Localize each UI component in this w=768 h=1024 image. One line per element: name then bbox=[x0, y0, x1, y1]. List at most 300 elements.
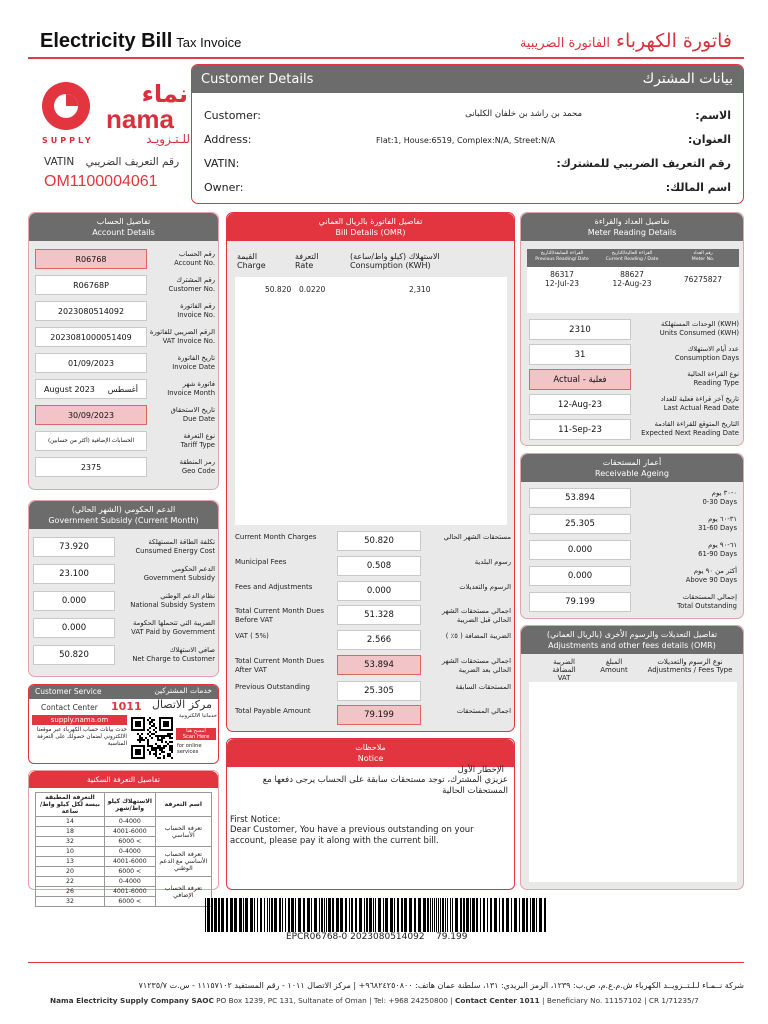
page-title bbox=[40, 30, 241, 53]
account-label-ar: فاتورة شهر bbox=[182, 380, 215, 388]
subsidy-field-value: 50.820 bbox=[59, 650, 89, 660]
bill-details-header bbox=[227, 213, 514, 241]
tariff-consumption-cell: 4001-6000 bbox=[104, 887, 155, 897]
tariff-consumption-cell: 6000 < bbox=[104, 837, 155, 847]
contact-center-number[interactable]: 1011 bbox=[111, 700, 142, 713]
account-label-ar: الرقم الضريبي للفاتورة bbox=[149, 328, 215, 336]
ageing-field bbox=[529, 488, 631, 508]
customer-service-panel bbox=[28, 684, 219, 764]
line-consumption: 2,310 bbox=[409, 285, 431, 294]
subsidy-label-en: National Subsidy System bbox=[130, 600, 215, 609]
adjust-col-amount-en: Amount bbox=[600, 666, 628, 674]
bill-title-ar: تفاصيل الفاتورة بالريال العماني bbox=[318, 217, 423, 226]
nama-logo bbox=[40, 80, 190, 155]
meter-number: 76275827 bbox=[683, 275, 723, 284]
scan-here-badge bbox=[176, 728, 216, 740]
account-title-en: Account Details bbox=[92, 228, 155, 237]
customer-label-ar: الاسم: bbox=[695, 109, 731, 122]
ageing-field-value: 53.894 bbox=[565, 493, 595, 503]
header-rule bbox=[28, 57, 744, 59]
account-field bbox=[35, 379, 147, 399]
brand-name-ar: نماء bbox=[141, 80, 188, 108]
bill-row-label-ar: اجمالي مستحقات الشهر الحالي قبل الضريبة bbox=[441, 607, 511, 624]
subsidy-field bbox=[33, 618, 115, 638]
account-field bbox=[35, 405, 147, 425]
ageing-label-ar: ٦١-٩٠ يوم bbox=[708, 541, 737, 549]
tariff-head-cell: التعرفة المطبقة بيسة لكل كيلو واط/ساعة bbox=[36, 793, 105, 817]
tariff-table-wrap bbox=[29, 788, 218, 911]
line-charge: 50.820 bbox=[265, 285, 292, 294]
meter-field bbox=[529, 369, 631, 390]
curr-reading bbox=[599, 270, 665, 288]
nama-logo-icon bbox=[40, 80, 92, 132]
account-field-label bbox=[149, 380, 215, 397]
adjust-col-type-ar: نوع الرسوم والتعديلات bbox=[657, 658, 723, 666]
ageing-label-en: Total Outstanding bbox=[677, 601, 737, 610]
bill-value: 53.894 bbox=[364, 660, 394, 670]
bill-title-en: Bill Details (OMR) bbox=[335, 228, 406, 237]
meter-field-label bbox=[633, 420, 739, 437]
ageing-title-en: Receivable Ageing bbox=[595, 469, 669, 478]
customer-title-en: Customer Details bbox=[201, 72, 314, 87]
meter-field-value: 12-Aug-23 bbox=[557, 399, 603, 410]
ageing-header bbox=[521, 454, 743, 482]
meter-head-curr-en: Current Reading / Date bbox=[605, 257, 659, 262]
bill-row-label-en: Total Current Month Dues After VAT bbox=[235, 657, 325, 674]
service-note-ar: حدث بيانات حساب الكهرباء عبر موقعنا الالكتروني لضمان حصولك على التعرفة المناسبة bbox=[36, 727, 127, 747]
owner-label-en: Owner: bbox=[204, 181, 244, 194]
tariff-consumption-cell: 6000 < bbox=[104, 897, 155, 907]
account-label-en: Customer No. bbox=[168, 284, 215, 293]
bill-row-value bbox=[337, 605, 421, 625]
bill-value: 25.305 bbox=[364, 686, 394, 696]
tariff-table bbox=[35, 792, 212, 907]
tariff-rate-cell: 18 bbox=[36, 827, 105, 837]
barcode-icon bbox=[205, 898, 548, 932]
online-services-ar: خدماتنا الالكترونية bbox=[178, 713, 217, 719]
adjust-col-vat-ar: الضريبة المضافة bbox=[552, 658, 576, 674]
customer-details-header bbox=[192, 65, 743, 93]
account-field-label bbox=[149, 432, 215, 449]
tariff-row bbox=[36, 847, 212, 857]
ageing-label-en: Above 90 Days bbox=[685, 575, 737, 584]
adjust-col-type-en: Adjustments / Fees Type bbox=[647, 666, 733, 674]
meter-head-prev bbox=[529, 251, 595, 263]
bill-row-value bbox=[337, 581, 421, 601]
account-label-ar: رقم المشترك bbox=[176, 276, 215, 284]
adjustments-header bbox=[521, 626, 743, 654]
subsidy-title-ar: الدعم الحكومي (الشهر الحالي) bbox=[71, 505, 176, 514]
prev-reading bbox=[529, 270, 595, 288]
bill-value: 0.508 bbox=[366, 561, 392, 571]
meter-head-prev-en: Previous Reading/ Date bbox=[535, 257, 589, 262]
account-field bbox=[35, 275, 147, 295]
bill-row-label-en: Municipal Fees bbox=[235, 558, 287, 566]
brand-name-en: nama bbox=[106, 104, 174, 134]
tariff-rate-cell: 20 bbox=[36, 867, 105, 877]
customer-name-value: محمد بن راشد بن خلفان الكلبانى bbox=[465, 109, 582, 119]
page-title-ar bbox=[520, 30, 732, 52]
bill-value: 0.000 bbox=[366, 586, 392, 596]
ageing-label-en: 61-90 Days bbox=[698, 549, 737, 558]
tariff-rate-cell: 32 bbox=[36, 837, 105, 847]
customer-title-ar: بيانات المشترك bbox=[642, 71, 733, 87]
subsidy-label-ar: صافي الاستهلاك bbox=[169, 646, 215, 654]
tariff-head-cell: الاستهلاك كيلو واط/شهر bbox=[104, 793, 155, 817]
address-value: Flat:1, House:6519, Complex:N/A, Street:N/A bbox=[376, 136, 556, 145]
ageing-field bbox=[529, 514, 631, 534]
subsidy-field-label bbox=[119, 592, 215, 609]
col-consumption-en: Consumption (KWH) bbox=[350, 260, 431, 270]
service-title-en: Customer Service bbox=[35, 687, 102, 696]
notice-title-en: Notice bbox=[357, 754, 384, 763]
account-field-label bbox=[149, 458, 215, 475]
meter-label-en: Last Actual Read Date bbox=[663, 403, 739, 412]
account-label-en: Due Date bbox=[182, 414, 215, 423]
account-field-value: الحسابات الإضافية (أكثر من حسابين) bbox=[47, 438, 135, 444]
bill-row-label-en: Total Payable Amount bbox=[235, 707, 311, 715]
subsidy-panel bbox=[28, 500, 219, 677]
tariff-title: تفاصيل التعرفة السكنية bbox=[29, 771, 218, 788]
account-field bbox=[35, 353, 147, 373]
ageing-label-en: 0-30 Days bbox=[702, 497, 737, 506]
account-label-en: Invoice No. bbox=[177, 310, 215, 319]
ageing-title-ar: أعمار المستحقات bbox=[602, 458, 662, 467]
meter-label-ar: عدد أيام الاستهلاك bbox=[687, 345, 739, 353]
notice-first-ar: الإخطار الأول bbox=[457, 765, 504, 775]
meter-field bbox=[529, 394, 631, 415]
subsidy-field bbox=[33, 591, 115, 611]
bill-row-label-en: Previous Outstanding bbox=[235, 683, 310, 691]
account-field-value: R06768 bbox=[75, 254, 107, 264]
subsidy-field-value: 73.920 bbox=[59, 542, 89, 552]
bill-row-label-en: VAT ( 5%) bbox=[235, 632, 269, 640]
bill-value: 2.566 bbox=[366, 635, 392, 645]
notice-title-ar: ملاحظات bbox=[355, 743, 386, 752]
vatin-value: OM1100004061 bbox=[44, 173, 158, 190]
bill-row-label-en: Total Current Month Dues Before VAT bbox=[235, 607, 325, 624]
account-label-en: Geo Code bbox=[181, 466, 215, 475]
subsidy-title-en: Government Subsidy (Current Month) bbox=[48, 516, 199, 525]
adjust-title-en: Adjustments and other fees details (OMR) bbox=[548, 641, 716, 650]
vatin-label-ar: رقم التعريف الضريبي bbox=[85, 156, 180, 168]
footer-rule bbox=[28, 962, 744, 963]
meter-label-en: Reading Type bbox=[693, 378, 739, 387]
customer-details-panel bbox=[191, 64, 744, 204]
account-label-en: Account No. bbox=[174, 258, 215, 267]
col-rate bbox=[295, 253, 318, 270]
subsidy-label-ar: الدعم الحكومي bbox=[171, 565, 215, 573]
notice-panel bbox=[226, 738, 515, 890]
subsidy-field-value: 23.100 bbox=[59, 569, 89, 579]
meter-label-en: Expected Next Reading Date bbox=[641, 428, 739, 437]
adjust-col-amount-ar: المبلغ bbox=[605, 658, 623, 666]
notice-header bbox=[227, 739, 514, 767]
tariff-name-cell: تعرفة الحساب الأساسي bbox=[155, 817, 211, 847]
meter-field-label bbox=[633, 320, 739, 337]
subsidy-label-en: Cunsumed Energy Cost bbox=[135, 546, 215, 555]
line-rate: 0.0220 bbox=[299, 285, 326, 294]
account-label-ar: رقم الفاتورة bbox=[180, 302, 215, 310]
account-field-label bbox=[149, 406, 215, 423]
account-field-label bbox=[149, 250, 215, 267]
col-consumption-ar: الاستهلاك (كيلو واط/ساعة) bbox=[350, 252, 440, 261]
tariff-rate-cell: 26 bbox=[36, 887, 105, 897]
ageing-label-ar: ٠-٣٠ يوم bbox=[711, 489, 737, 497]
contact-center-ar: مركز الاتصال bbox=[151, 698, 212, 711]
owner-label-ar: اسم المالك: bbox=[665, 181, 731, 194]
account-field bbox=[35, 431, 147, 451]
brand-supply-ar: للـتـزويـد bbox=[146, 132, 190, 146]
tariff-consumption-cell: 4001-6000 bbox=[104, 827, 155, 837]
website-link[interactable]: supply.nama.om bbox=[32, 715, 127, 725]
tariff-rate-cell: 10 bbox=[36, 847, 105, 857]
bill-row-label-ar: اجمالي المستحقات bbox=[456, 707, 511, 715]
account-label-ar: تاريخ الفاتورة bbox=[177, 354, 215, 362]
subsidy-label-ar: الضريبة التي تتحملها الحكومة bbox=[133, 619, 215, 627]
footer-line-ar: شركة نــمـاء لـلـتــزويــد الكهرباء ش.م.ع.م، ص.ب: ١٢٣٩، الرمز البريدي: ١٣١، سلطنة عمان هاتف: ٩٦٨٢٤٢٥٠٨٠٠+ | مركز الاتصال ١٠١١ - رقم المستفيد ١١١٥٧١٠٢ - س.ت ٧١٢٣٥/٧ bbox=[138, 981, 744, 990]
subsidy-label-en: Government Subsidy bbox=[143, 573, 215, 582]
account-label-en: VAT Invoice No. bbox=[162, 336, 215, 345]
bill-row-label-ar: الضريبة المضافة ( ٥٪ ) bbox=[445, 632, 511, 640]
account-title-ar: تفاصيل الحساب bbox=[96, 217, 151, 226]
adjust-title-ar: تفاصيل التعديلات والرسوم الأخرى (بالريال العماني) bbox=[546, 630, 718, 639]
bill-row-value bbox=[337, 705, 421, 725]
bill-row-label-en: Current Month Charges bbox=[235, 533, 317, 541]
bill-row-value bbox=[337, 655, 421, 675]
customer-label-en: Customer: bbox=[204, 109, 261, 122]
bill-row-label-ar: اجمالي مستحقات الشهر الحالي بعد الضريبة bbox=[441, 657, 511, 674]
subsidy-field-value: 0.000 bbox=[61, 596, 87, 606]
meter-head-no-en: Meter No. bbox=[691, 257, 715, 262]
subsidy-field-label bbox=[119, 565, 215, 582]
ageing-field-label bbox=[633, 489, 737, 506]
notice-body-ar: عزيزي المشترك، توجد مستحقات سابقة على الحساب يرجى دفعها مع المستحقات الحالية bbox=[262, 775, 508, 796]
tariff-consumption-cell: 0-4000 bbox=[104, 847, 155, 857]
title-en: Electricity Bill bbox=[40, 30, 173, 52]
adjust-table-body bbox=[529, 682, 737, 882]
meter-title-en: Meter Reading Details bbox=[587, 228, 677, 237]
tariff-consumption-cell: 0-4000 bbox=[104, 817, 155, 827]
account-field-label bbox=[149, 276, 215, 293]
ageing-field bbox=[529, 540, 631, 560]
meter-field-value: Actual - فعلية bbox=[553, 374, 607, 385]
tariff-panel bbox=[28, 770, 219, 905]
ageing-field-label bbox=[633, 515, 737, 532]
meter-field-label bbox=[633, 345, 739, 362]
account-field-value: 01/09/2023 bbox=[67, 358, 115, 368]
ageing-label-en: 31-60 Days bbox=[698, 523, 737, 532]
vatin-customer-label-ar: رقم التعريف الضريبي للمشترك: bbox=[556, 157, 731, 170]
meter-field-value: 2310 bbox=[569, 324, 591, 335]
meter-head-curr bbox=[599, 251, 665, 263]
subsidy-label-ar: نظام الدعم الوطني bbox=[160, 592, 215, 600]
barcode bbox=[205, 898, 548, 932]
col-rate-ar: التعرفة bbox=[295, 252, 319, 261]
account-field-value: 2023080514092 bbox=[57, 306, 125, 316]
vatin-label-en: VATIN bbox=[44, 156, 75, 168]
footer-contact: Contact Center 1011 bbox=[455, 996, 540, 1005]
footer-company: Nama Electricity Supply Company SAOC bbox=[50, 996, 214, 1005]
ageing-label-ar: إجمالي المستحقات bbox=[682, 593, 737, 601]
footer-rest: | Beneficiary No. 11157102 | CR 1/71235/7 bbox=[542, 996, 699, 1005]
subsidy-label-en: VAT Paid by Government bbox=[131, 627, 215, 636]
bill-row-value bbox=[337, 531, 421, 551]
meter-field-label bbox=[633, 395, 739, 412]
subsidy-field-label bbox=[119, 538, 215, 555]
ageing-field-value: 25.305 bbox=[565, 519, 595, 529]
account-label-ar: رقم الحساب bbox=[178, 250, 215, 258]
ageing-field bbox=[529, 566, 631, 586]
bill-value: 51.328 bbox=[364, 610, 394, 620]
subtitle-ar: الفاتورة الضريبية bbox=[519, 36, 610, 51]
meter-label-en: Consumption Days bbox=[674, 353, 739, 362]
subsidy-header bbox=[29, 501, 218, 529]
tariff-rate-cell: 32 bbox=[36, 897, 105, 907]
ageing-field-value: 0.000 bbox=[567, 571, 593, 581]
meter-head-curr-ar: القراءة الحالية/التاريخ bbox=[611, 251, 653, 256]
account-field-value: August 2023 bbox=[44, 384, 95, 394]
col-charge-en: Charge bbox=[237, 260, 266, 270]
ageing-label-ar: ٣١-٦٠ يوم bbox=[708, 515, 737, 523]
account-field-value: R06768P bbox=[73, 280, 109, 290]
scan-here-ar: امسح هنا bbox=[186, 728, 206, 734]
ageing-field-label bbox=[633, 541, 737, 558]
contact-center-en: Contact Center bbox=[41, 703, 98, 712]
meter-field bbox=[529, 344, 631, 365]
scan-here-en: Scan Here bbox=[182, 734, 210, 740]
col-consumption bbox=[350, 253, 440, 270]
subsidy-field bbox=[33, 564, 115, 584]
adjustments-panel bbox=[520, 625, 744, 890]
bill-row-value bbox=[337, 681, 421, 701]
meter-label-en: Units Consumed (KWH) bbox=[659, 328, 739, 337]
title-ar: فاتورة الكهرباء bbox=[616, 30, 732, 52]
account-field bbox=[35, 301, 147, 321]
adjust-col-type bbox=[639, 658, 741, 674]
meter-field bbox=[529, 419, 631, 440]
meter-field-label bbox=[633, 370, 739, 387]
address-label-en: Address: bbox=[204, 133, 252, 146]
meter-label-ar: نوع القراءة الحالية bbox=[687, 370, 739, 378]
vatin-label bbox=[44, 156, 179, 168]
meter-head-no bbox=[669, 251, 737, 263]
account-field bbox=[35, 457, 147, 477]
col-rate-en: Rate bbox=[295, 260, 314, 270]
qr-code-icon bbox=[131, 717, 173, 759]
meter-table-head bbox=[527, 249, 739, 267]
meter-panel bbox=[520, 212, 744, 446]
meter-label-ar: تاريخ آخر قراءة فعلية للعداد bbox=[660, 395, 739, 403]
meter-label-ar: الوحدات المستهلكة (KWH) bbox=[661, 320, 739, 328]
footer-address: PO Box 1239, PC 131, Sultanate of Oman | Tel: +968 24250800 | bbox=[216, 996, 453, 1005]
bill-row-label-en: Fees and Adjustments bbox=[235, 583, 313, 591]
brand-supply-en: SUPPLY bbox=[42, 136, 94, 145]
vatin-customer-label-en: VATIN: bbox=[204, 157, 240, 170]
col-charge bbox=[237, 253, 266, 270]
account-field-value: 2023081000051409 bbox=[50, 332, 132, 342]
meter-field-value: 11-Sep-23 bbox=[558, 424, 602, 435]
prev-reading-date: 12-Jul-23 bbox=[545, 279, 579, 288]
service-title-ar: خدمات المشتركين bbox=[154, 686, 212, 695]
tariff-row bbox=[36, 817, 212, 827]
bill-value: 79.199 bbox=[364, 710, 394, 720]
adjust-col-vat bbox=[541, 658, 587, 682]
account-label-en: Invoice Date bbox=[172, 362, 215, 371]
ageing-field bbox=[529, 592, 631, 612]
col-charge-ar: القيمة bbox=[237, 252, 258, 261]
tariff-consumption-cell: 4001-6000 bbox=[104, 857, 155, 867]
curr-reading-value: 88627 bbox=[620, 270, 644, 279]
ageing-field-value: 0.000 bbox=[567, 545, 593, 555]
meter-title-ar: تفاصيل العداد والقراءة bbox=[594, 217, 670, 226]
tariff-head-row bbox=[36, 793, 212, 817]
qr-code[interactable] bbox=[131, 717, 173, 759]
account-label-en: Invoice Month bbox=[167, 388, 215, 397]
account-field-value-ar: أغسطس bbox=[107, 384, 138, 394]
bill-lines-area bbox=[235, 277, 507, 525]
online-services-en: for online services bbox=[177, 743, 202, 755]
meter-table-body bbox=[527, 267, 739, 313]
barcode-text: EPCR06768-0 2023080514092 79.199 bbox=[286, 932, 468, 942]
account-label-ar: رمز المنطقة bbox=[179, 458, 215, 466]
bill-row-label-ar: مستحقات الشهر الحالي bbox=[443, 533, 511, 541]
meter-header bbox=[521, 213, 743, 241]
subsidy-field-label bbox=[119, 619, 215, 636]
subsidy-label-en: Net Charge to Customer bbox=[132, 654, 215, 663]
bill-row-label-ar: المستحقات السابقة bbox=[455, 683, 511, 691]
subsidy-field bbox=[33, 537, 115, 557]
prev-reading-value: 86317 bbox=[550, 270, 574, 279]
notice-body-en: Dear Customer, You have a previous outstanding on your account, please pay it along with the current bill. bbox=[230, 825, 474, 846]
bill-details-panel bbox=[226, 212, 515, 732]
meter-field bbox=[529, 319, 631, 340]
tariff-consumption-cell: 0-4000 bbox=[104, 877, 155, 887]
address-label-ar: العنوان: bbox=[687, 133, 731, 146]
account-label-ar: تاريخ الاستحقاق bbox=[170, 406, 215, 414]
adjust-col-amount bbox=[593, 658, 635, 674]
subsidy-field bbox=[33, 645, 115, 665]
bill-row-value bbox=[337, 630, 421, 650]
ageing-field-label bbox=[633, 567, 737, 584]
ageing-field-label bbox=[633, 593, 737, 610]
account-details-header bbox=[29, 213, 218, 241]
meter-label-ar: التاريخ المتوقع للقراءة القادمة bbox=[654, 420, 739, 428]
bill-row-label-ar: الرسوم والتعديلات bbox=[459, 583, 511, 591]
account-field-value: 2375 bbox=[80, 462, 102, 472]
subsidy-label-ar: تكلفة الطاقة المستهلكة bbox=[148, 538, 215, 546]
footer-line-en bbox=[50, 996, 750, 1005]
account-label-ar: نوع التعرفة bbox=[183, 432, 215, 440]
account-field-label bbox=[149, 354, 215, 371]
meter-head-prev-ar: القراءة السابقة/التاريخ bbox=[540, 251, 584, 256]
subsidy-field-value: 0.000 bbox=[61, 623, 87, 633]
account-field-label bbox=[149, 302, 215, 319]
ageing-label-ar: أكثر من ٩٠ يوم bbox=[693, 567, 737, 575]
bill-row-value bbox=[337, 556, 421, 576]
tariff-rate-cell: 14 bbox=[36, 817, 105, 827]
tariff-rate-cell: 13 bbox=[36, 857, 105, 867]
notice-first-en: First Notice: bbox=[230, 815, 281, 825]
account-field bbox=[35, 249, 147, 269]
customer-service-header bbox=[29, 685, 218, 699]
meter-head-no-ar: رقم العداد bbox=[693, 251, 713, 256]
tariff-name-cell: تعرفة الحساب الإضافي bbox=[155, 877, 211, 907]
meter-field-value: 31 bbox=[574, 349, 586, 360]
adjust-col-vat-en: VAT bbox=[557, 674, 571, 682]
bill-value: 50.820 bbox=[364, 536, 394, 546]
tariff-head-cell: اسم التعرفة bbox=[155, 793, 211, 817]
